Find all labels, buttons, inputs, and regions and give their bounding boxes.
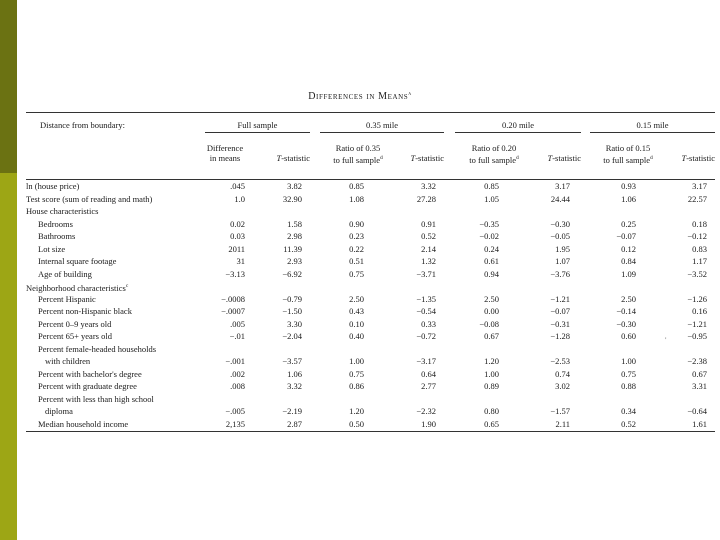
row-label: Percent with less than high school — [38, 393, 154, 404]
table-cell: −.005 — [225, 406, 245, 416]
table-cell: 0.52 — [421, 231, 436, 241]
table-cell: 2,135 — [225, 418, 245, 429]
table-cell: 0.12 — [621, 243, 636, 254]
row-label: Percent female-headed households — [38, 343, 157, 354]
col-ratio020-line1: Ratio of 0.20 — [471, 143, 517, 153]
table-cell: −.01 — [229, 331, 245, 341]
row-label: ln (house price) — [26, 181, 80, 191]
group-full-sample: Full sample — [237, 120, 278, 130]
table-cell: 1.0 — [234, 193, 245, 204]
table-cell: −0.14 — [616, 306, 636, 316]
group-rule-015 — [590, 132, 715, 133]
table-cell: −0.95 — [687, 331, 707, 341]
table-cell: −0.30 — [550, 218, 570, 229]
table-cell: 3.82 — [287, 181, 302, 191]
table-cell: 2.98 — [287, 231, 302, 241]
table-cell: 0.16 — [692, 306, 707, 316]
table-cell: 24.44 — [550, 193, 570, 204]
row-label: Percent with bachelor's degree — [38, 368, 142, 379]
table-cell: 1.00 — [621, 356, 636, 366]
table-cell: −1.35 — [416, 293, 436, 304]
table-cell: 3.17 — [692, 181, 707, 191]
row-label: Bathrooms — [38, 231, 76, 241]
table-cell: −2.53 — [550, 356, 570, 366]
table-cell: 2.77 — [421, 381, 436, 391]
table-cell: 0.02 — [230, 218, 245, 229]
table-cell: −2.04 — [282, 331, 302, 341]
row-label: Bedrooms — [38, 218, 73, 229]
col-ratio015-line1: Ratio of 0.15 — [605, 143, 651, 153]
table-cell: 3.32 — [287, 381, 302, 391]
table-cell: 1.20 — [349, 406, 364, 416]
table-cell: 0.80 — [484, 406, 499, 416]
table-cell: −0.05 — [550, 231, 570, 241]
table-cell: −2.32 — [416, 406, 436, 416]
table-cell: 0.24 — [484, 243, 499, 254]
table-title: Differences in Means$^a$ — [308, 91, 412, 102]
table-cell: 0.74 — [555, 368, 570, 379]
table-cell: 22.57 — [687, 193, 707, 204]
table-cell: 0.75 — [621, 368, 636, 379]
group-rule-020 — [455, 132, 581, 133]
col-tstat-full: T-statistic — [276, 153, 310, 163]
table-cell: −0.35 — [479, 218, 499, 229]
table-cell: 0.85 — [349, 181, 364, 191]
col-ratio015-line2: to full sample$^d$ — [603, 154, 653, 165]
table-cell: −3.13 — [225, 268, 245, 279]
table-cell: 1.17 — [692, 256, 707, 266]
table-cell: −.0008 — [221, 293, 245, 304]
table-cell: 0.75 — [349, 268, 364, 279]
table-cell: 0.00 — [484, 306, 499, 316]
table-cell: −0.08 — [479, 318, 499, 329]
col-ratio035-line1: Ratio of 0.35 — [335, 143, 381, 153]
table-cell: −2.38 — [687, 356, 707, 366]
table-cell: 0.64 — [421, 368, 436, 379]
col-ratio035-line2: to full sample$^d$ — [333, 154, 383, 165]
table-cell: 1.95 — [555, 243, 570, 254]
table-cell: 0.43 — [349, 306, 364, 316]
table-cell: −1.21 — [687, 318, 707, 329]
row-label: Percent non-Hispanic black — [38, 306, 132, 316]
table-cell: 3.31 — [692, 381, 707, 391]
table-cell: 0.83 — [692, 243, 707, 254]
table-cell: 0.33 — [421, 318, 436, 329]
header-rule — [26, 179, 715, 180]
table-cell: .045 — [230, 181, 245, 191]
table-cell: 2.11 — [555, 418, 570, 429]
table-cell: 1.00 — [349, 356, 364, 366]
col-tstat-015: T-statistic — [681, 153, 715, 163]
table-cell: 0.23 — [349, 231, 364, 241]
row-label: Internal square footage — [38, 256, 117, 266]
table-cell: −0.54 — [416, 306, 436, 316]
bottom-rule — [26, 431, 715, 432]
table-cell: 0.91 — [421, 218, 436, 229]
table-cell: 1.00 — [484, 368, 499, 379]
table-cell: −1.26 — [687, 293, 707, 304]
table-cell: 0.61 — [484, 256, 499, 266]
table-cell: 1.32 — [421, 256, 436, 266]
col-tstat-035: T-statistic — [410, 153, 444, 163]
group-020-mile: 0.20 mile — [501, 120, 535, 130]
table-cell: 2.93 — [287, 256, 302, 266]
table-cell: .005 — [230, 318, 245, 329]
table-cell: 2011 — [228, 243, 245, 254]
table-cell: 0.88 — [621, 381, 636, 391]
row-label: Lot size — [38, 243, 66, 254]
table-cell: 0.40 — [349, 331, 364, 341]
table-cell: −1.28 — [550, 331, 570, 341]
table-cell: 1.09 — [621, 268, 636, 279]
table-cell: 0.10 — [349, 318, 364, 329]
group-rule-full — [205, 132, 310, 133]
table-cell: 0.90 — [349, 218, 364, 229]
row-label: Percent 65+ years old — [38, 331, 112, 341]
table-cell: 0.94 — [484, 268, 499, 279]
table-cell: −0.02 — [479, 231, 499, 241]
row-label: Percent 0–9 years old — [38, 318, 112, 329]
table-cell: 0.93 — [621, 181, 636, 191]
col-tstat-020: T-statistic — [547, 153, 581, 163]
table-cell: 0.67 — [692, 368, 707, 379]
table-cell: 1.06 — [621, 193, 636, 204]
table-cell: −.001 — [225, 356, 245, 366]
table-cell: 0.60 — [621, 331, 636, 341]
table-cell: −0.31 — [550, 318, 570, 329]
table-cell: 0.50 — [349, 418, 364, 429]
row-label: Percent Hispanic — [38, 293, 96, 304]
table-cell: 1.58 — [287, 218, 302, 229]
row-label: Neighborhood characteristics$^c$ — [26, 282, 129, 293]
table-cell: −0.79 — [282, 293, 302, 304]
distance-label: Distance from boundary: — [40, 120, 125, 130]
table-cell: −1.57 — [550, 406, 570, 416]
table-cell: 0.52 — [621, 418, 636, 429]
sidebar-accent-light — [0, 173, 17, 540]
table-cell: −3.17 — [416, 356, 436, 366]
table-cell: 31 — [236, 256, 245, 266]
table-cell: −2.19 — [282, 406, 302, 416]
table-cell: −3.71 — [416, 268, 436, 279]
table-cell: 0.65 — [484, 418, 499, 429]
row-label: Test score (sum of reading and math) — [26, 193, 153, 204]
table-cell: 2.14 — [421, 243, 436, 254]
table-cell: −.0007 — [221, 306, 245, 316]
row-label: Median household income — [38, 418, 129, 429]
table-cell: −0.12 — [687, 231, 707, 241]
table-cell: 32.90 — [282, 193, 302, 204]
table-cell: −3.76 — [550, 268, 570, 279]
row-label: House characteristics — [26, 206, 99, 216]
table-cell: 1.07 — [555, 256, 570, 266]
table-cell: 1.08 — [349, 193, 364, 204]
group-rule-035 — [320, 132, 444, 133]
table-cell: .002 — [230, 368, 245, 379]
table-cell: 0.51 — [349, 256, 364, 266]
group-015-mile: 0.15 mile — [636, 120, 669, 130]
table-cell: 2.50 — [349, 293, 364, 304]
table-cell: 1.61 — [692, 418, 707, 429]
row-label: with children — [45, 356, 91, 366]
row-label: Age of building — [38, 268, 92, 279]
table-cell: −3.57 — [282, 356, 302, 366]
table-cell: 0.89 — [484, 381, 499, 391]
table-cell: .008 — [230, 381, 245, 391]
table-cell: 3.17 — [555, 181, 570, 191]
table-cell: 0.67 — [484, 331, 499, 341]
table-cell: 2.87 — [287, 418, 302, 429]
table-cell: 3.30 — [287, 318, 302, 329]
table-cell: 3.32 — [421, 181, 436, 191]
table-cell: −0.07 — [550, 306, 570, 316]
table-cell: 1.90 — [421, 418, 436, 429]
table-cell: 0.85 — [484, 181, 499, 191]
col-diff-line1: Difference — [206, 143, 244, 153]
table-cell: −0.30 — [616, 318, 636, 329]
table-cell: −1.21 — [550, 293, 570, 304]
table-cell: 11.39 — [283, 243, 302, 254]
table-cell: 1.05 — [484, 193, 499, 204]
table-cell: 0.18 — [692, 218, 707, 229]
table-cell: 0.84 — [621, 256, 636, 266]
group-035-mile: 0.35 mile — [365, 120, 399, 130]
top-rule — [26, 112, 715, 113]
table-cell: 0.34 — [621, 406, 636, 416]
col-ratio020-line2: to full sample$^d$ — [469, 154, 519, 165]
table-cell: 2.50 — [621, 293, 636, 304]
table-cell: 0.86 — [349, 381, 364, 391]
table-cell: −0.72 — [416, 331, 436, 341]
row-label: diploma — [45, 406, 73, 416]
table-cell: −0.07 — [616, 231, 636, 241]
stray-mark: , — [665, 334, 667, 340]
table-cell: −0.64 — [687, 406, 707, 416]
table-cell: 1.20 — [484, 356, 499, 366]
table-cell: 0.22 — [349, 243, 364, 254]
row-label: Percent with graduate degree — [38, 381, 137, 391]
table-cell: 0.75 — [349, 368, 364, 379]
table-cell: 27.28 — [416, 193, 436, 204]
col-diff-line2: in means — [209, 153, 241, 163]
table-cell: 2.50 — [484, 293, 499, 304]
table-cell: −1.50 — [282, 306, 302, 316]
table-cell: 0.03 — [230, 231, 245, 241]
sidebar-accent-dark — [0, 0, 17, 173]
table-cell: 0.25 — [621, 218, 636, 229]
table-cell: −3.52 — [687, 268, 707, 279]
table-cell: −6.92 — [282, 268, 302, 279]
table-cell: 1.06 — [287, 368, 302, 379]
table-cell: 3.02 — [555, 381, 570, 391]
